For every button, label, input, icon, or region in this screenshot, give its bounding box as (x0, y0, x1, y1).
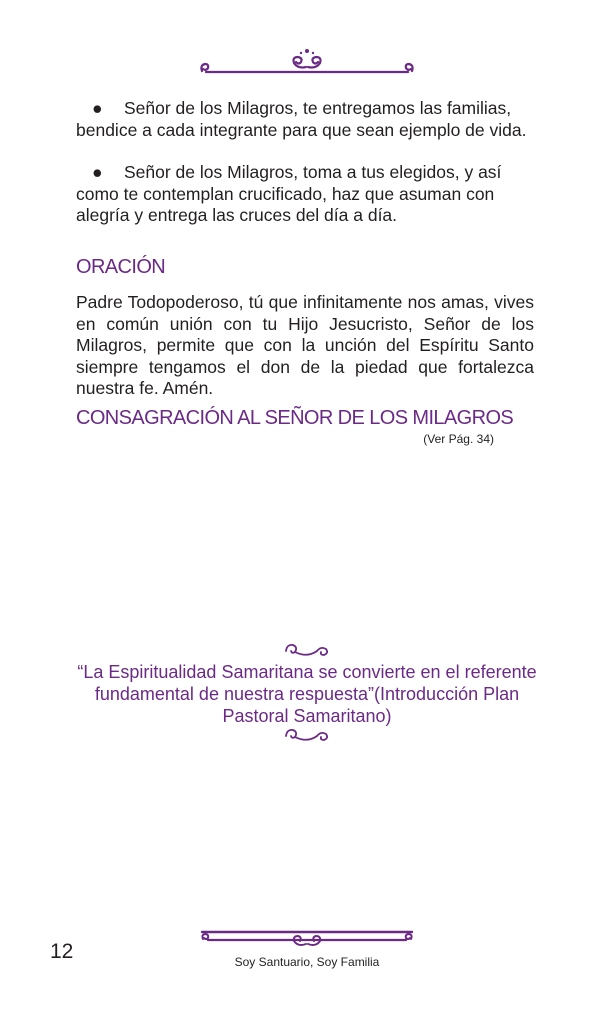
prayer-text: Padre Todopoderoso, tú que infinitamente nos amas, vives en común unión con tu Hijo Jesucristo, Señor de los Milagros, permite que con la unción del Espíritu Santo siempre tengamos el don de la piedad que fortalezca nuestra fe. Amén. (76, 292, 534, 398)
bullet-icon: ● (92, 162, 103, 182)
quote-line: Pastoral Samaritano) (222, 706, 392, 726)
page-number: 12 (50, 940, 74, 963)
page-reference: (Ver Pág. 34) (423, 432, 494, 446)
bullet-text: Señor de los Milagros, toma a tus elegidos, y así como te contemplan crucificado, haz que asuman con alegría y entrega las cruces del día a día. (76, 162, 502, 225)
bullet-icon: ● (92, 98, 103, 118)
consecration-heading: CONSAGRACIÓN AL SEÑOR DE LOS MILAGROS (76, 407, 514, 429)
footer-flourish-icon (198, 927, 416, 955)
prayer-heading: ORACIÓN (76, 256, 166, 278)
footer-tagline: Soy Santuario, Soy Familia (234, 955, 380, 969)
bullet-item (76, 162, 548, 227)
quote-line: fundamental de nuestra respuesta”(Introducción Plan (94, 684, 520, 704)
quote-flourish-bottom-icon (283, 726, 331, 746)
top-flourish-icon (198, 45, 416, 77)
quote-line: “La Espiritualidad Samaritana se convierte en el referente (77, 662, 537, 682)
bullet-text: Señor de los Milagros, te entregamos las familias, bendice a cada integrante para que sean ejemplo de vida. (76, 98, 527, 140)
quote-flourish-top-icon (283, 641, 331, 661)
quote (60, 661, 554, 727)
bullet-item (76, 98, 548, 141)
